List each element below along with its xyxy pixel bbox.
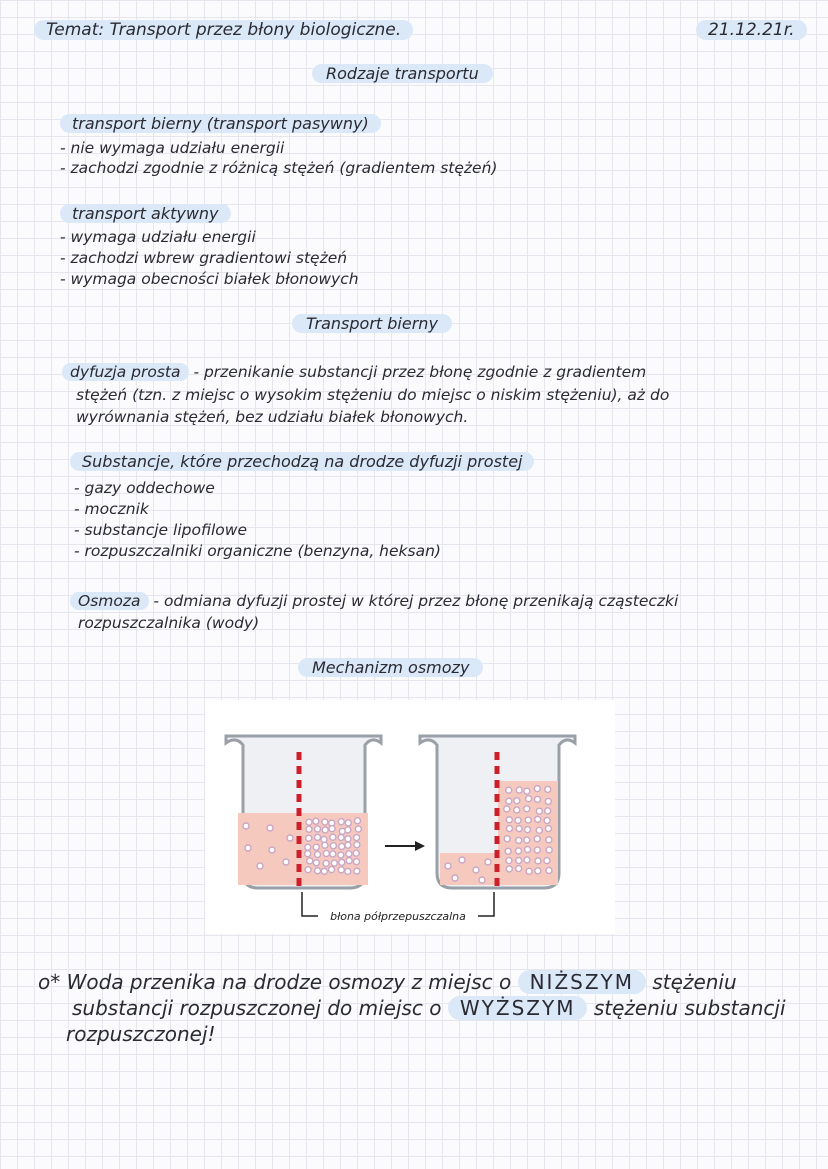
particle <box>305 844 311 850</box>
particle <box>525 817 531 823</box>
particle <box>535 868 541 874</box>
active-transport-title: transport aktywny <box>60 204 231 223</box>
footnote-text-3: substancji rozpuszczonej do miejsc o <box>72 996 442 1020</box>
substance-item-1: - gazy oddechowe <box>74 479 215 497</box>
particle <box>338 819 344 825</box>
particle <box>323 860 329 866</box>
particle <box>534 796 540 802</box>
particle <box>330 851 336 857</box>
particle <box>546 837 552 843</box>
particle <box>257 863 263 869</box>
particle <box>545 786 551 792</box>
particle <box>315 826 321 832</box>
particle <box>524 788 530 794</box>
particle <box>485 859 491 865</box>
particle <box>514 798 520 804</box>
substance-item-4: - rozpuszczalniki organiczne (benzyna, heksan) <box>74 542 441 560</box>
particle <box>516 837 522 843</box>
particle <box>545 826 551 832</box>
particle <box>321 868 327 874</box>
particle <box>353 850 359 856</box>
particle <box>243 823 249 829</box>
section-title-passive: Transport bierny <box>292 314 452 333</box>
passive-item-2: - zachodzi zgodnie z różnicą stężeń (gradientem stężeń) <box>60 159 498 177</box>
particle <box>534 836 540 842</box>
particle <box>445 863 451 869</box>
particle <box>534 847 540 853</box>
particle <box>323 850 329 856</box>
particle <box>506 798 512 804</box>
particle <box>346 858 352 864</box>
beaker-left <box>226 736 381 888</box>
particle <box>525 827 531 833</box>
diffusion-line-2: stężeń (tzn. z miejsc o wysokim stężeniu do miejsc o niskim stężeniu), aż do <box>76 386 670 404</box>
diffusion-line-3: wyrównania stężeń, bez udziału białek błonowych. <box>76 408 469 426</box>
active-item-2: - zachodzi wbrew gradientowi stężeń <box>60 249 348 267</box>
particle <box>506 817 512 823</box>
particle <box>535 858 541 864</box>
particle <box>544 858 550 864</box>
particle <box>544 818 550 824</box>
particle <box>459 857 465 863</box>
particle <box>479 877 485 883</box>
particle <box>287 835 293 841</box>
particle <box>534 786 540 792</box>
particle <box>546 847 552 853</box>
particle <box>338 852 344 858</box>
footnote-text-4: stężeniu substancji <box>593 996 786 1020</box>
particle <box>267 825 273 831</box>
particle <box>346 851 352 857</box>
passive-transport-title: transport bierny (transport pasywny) <box>60 114 381 133</box>
particle <box>506 858 512 864</box>
osmosis-term: Osmoza <box>70 592 149 610</box>
particle <box>305 867 311 873</box>
date: 21.12.21r. <box>696 20 807 40</box>
particle <box>306 819 312 825</box>
particle <box>305 851 311 857</box>
footnote-line-2 <box>72 996 786 1020</box>
particle <box>345 827 351 833</box>
particle <box>313 818 319 824</box>
particle <box>514 807 520 813</box>
particle <box>329 867 335 873</box>
particle <box>339 843 345 849</box>
beaker-right <box>420 736 575 888</box>
osmosis-line-2: rozpuszczalnika (wody) <box>78 614 260 632</box>
particle <box>545 808 551 814</box>
particle <box>355 826 361 832</box>
particle <box>506 787 512 793</box>
particle <box>313 860 319 866</box>
osmosis-text-1: - odmiana dyfuzji prostej w której przez błonę przenikają cząsteczki <box>148 592 679 610</box>
particle <box>546 867 552 873</box>
footnote-line-3: rozpuszczonej! <box>66 1022 216 1046</box>
particle <box>504 836 510 842</box>
topic-title: Transport przez błony biologiczne. <box>109 20 402 40</box>
particle <box>338 834 344 840</box>
particle <box>504 806 510 812</box>
lower-emphasis: NIŻSZYM <box>518 970 646 994</box>
particle <box>536 808 542 814</box>
particle <box>452 875 458 881</box>
particle <box>516 866 522 872</box>
particle <box>345 868 351 874</box>
particle <box>516 848 522 854</box>
particle <box>516 787 522 793</box>
passive-item-1: - nie wymaga udziału energii <box>60 139 285 157</box>
particle <box>321 836 327 842</box>
particle <box>526 868 532 874</box>
particle <box>353 859 359 865</box>
particle <box>525 847 531 853</box>
particle <box>331 860 337 866</box>
membrane-label: błona półprzepuszczalna <box>330 910 466 923</box>
particle <box>536 827 542 833</box>
particle <box>524 857 530 863</box>
particle <box>345 820 351 826</box>
particle <box>306 826 312 832</box>
particle <box>329 826 335 832</box>
particle <box>315 851 321 857</box>
particle <box>516 826 522 832</box>
particle <box>330 834 336 840</box>
diffusion-text-1: - przenikanie substancji przez błonę zgodnie z gradientem <box>188 363 647 381</box>
particle <box>322 819 328 825</box>
particle <box>315 834 321 840</box>
particle <box>354 835 360 841</box>
particle <box>524 806 530 812</box>
particle <box>315 868 321 874</box>
particle <box>330 843 336 849</box>
particle <box>322 827 328 833</box>
section-title-types: Rodzaje transportu <box>312 64 493 83</box>
particle <box>245 845 251 851</box>
substance-item-3: - substancje lipofilowe <box>74 521 247 539</box>
footnote-line-1 <box>38 970 737 994</box>
particle <box>354 842 360 848</box>
active-item-3: - wymaga obecności białek błonowych <box>60 270 359 288</box>
substance-item-2: - mocznik <box>74 500 149 518</box>
footnote-text-2: stężeniu <box>652 970 737 994</box>
active-item-1: - wymaga udziału energii <box>60 228 256 246</box>
particle <box>338 867 344 873</box>
particle <box>526 796 532 802</box>
particle <box>307 858 313 864</box>
substances-title: Substancje, które przechodzą na drodze dyfuzji prostej <box>70 452 534 471</box>
particle <box>313 844 319 850</box>
particle <box>345 836 351 842</box>
diffusion-term: dyfuzja prosta <box>62 363 189 381</box>
particle <box>345 842 351 848</box>
particle <box>535 816 541 822</box>
particle <box>473 867 479 873</box>
particle <box>524 837 530 843</box>
particle <box>505 848 511 854</box>
particle <box>322 842 328 848</box>
footnote-text-1: Woda przenika na drodze osmozy z miejsc o <box>66 970 512 994</box>
particle <box>506 826 512 832</box>
particle <box>339 859 345 865</box>
footnote-marker: o* <box>38 970 61 994</box>
particle <box>354 868 360 874</box>
particle <box>269 847 275 853</box>
particle <box>354 818 360 824</box>
particle <box>506 866 512 872</box>
particle <box>515 817 521 823</box>
section-title-osmosis: Mechanizm osmozy <box>298 658 483 677</box>
particle <box>306 835 312 841</box>
higher-emphasis: WYŻSZYM <box>448 996 588 1020</box>
topic-prefix: Temat: <box>46 20 105 40</box>
particle <box>545 798 551 804</box>
particle <box>283 859 289 865</box>
particle <box>516 858 522 864</box>
